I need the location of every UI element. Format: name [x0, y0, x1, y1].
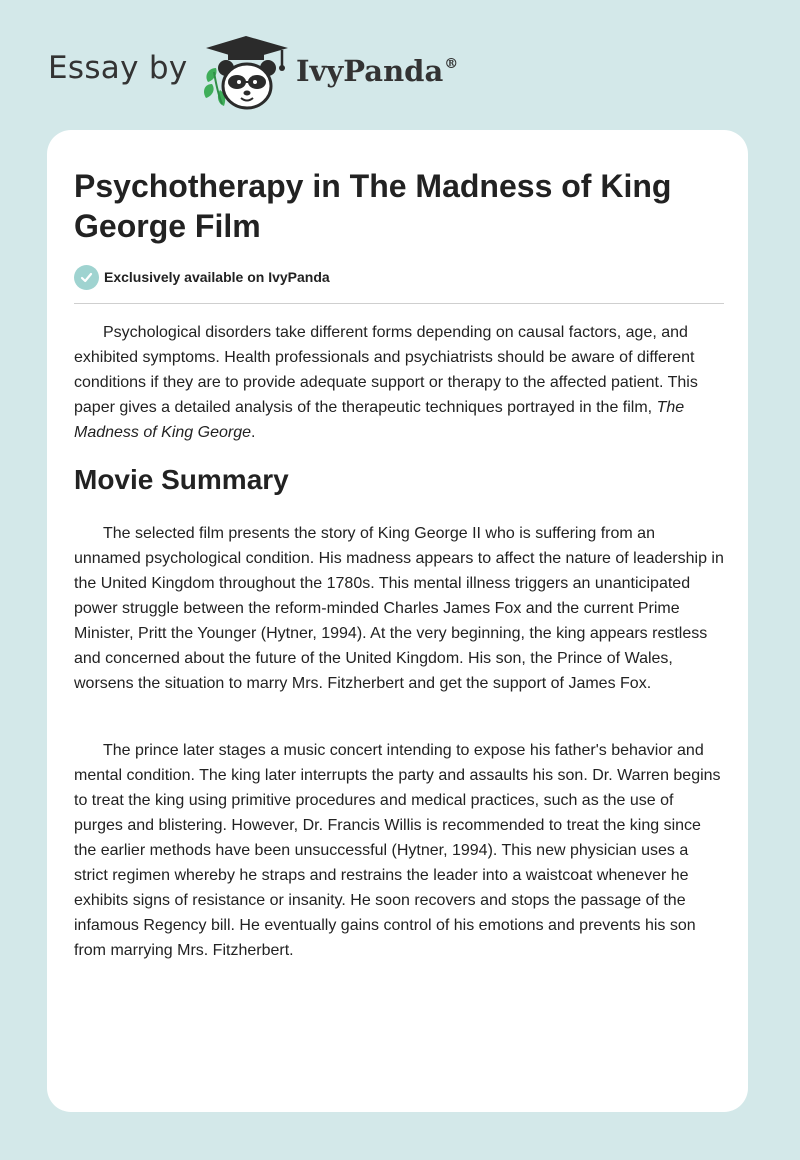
- intro-paragraph: [74, 320, 724, 445]
- essay-by-label: Essay by: [48, 50, 188, 86]
- intro-end: .: [251, 424, 256, 441]
- summary-paragraph-2: The prince later stages a music concert intending to expose his father's behavior and mental condition. The king later interrupts the party and assaults his son. Dr. Warren begins to treat the king using primitive procedures and medical practices, such as the use of purges and blistering. However, Dr. Francis Willis is recommended to treat the king since the earlier methods have been unsuccessful (Hytner, 1994). This new physician uses a strict regimen whereby he straps and restrains the leader into a waistcoat whenever he exhibits signs of resistance or insanity. He soon recovers and stops the passage of the infamous Regency bill. He eventually gains control of his emotions and prevents his son from marrying Mrs. Fitzherbert.: [74, 742, 721, 959]
- exclusive-badge-label: Exclusively available on IvyPanda: [104, 269, 330, 285]
- registered-mark: ®: [444, 56, 459, 72]
- section-heading-movie-summary: Movie Summary: [74, 464, 289, 495]
- site-header: [0, 0, 800, 128]
- film-title-italic: The Madness of King George: [74, 399, 685, 441]
- intro-text: Psychological disorders take different forms depending on causal factors, age, and exhibited symptoms. Health professionals and psychiatrists should be aware of different conditions if they are to provide adequate support or therapy to the affected patient. This paper gives a detailed analysis of the therapeutic techniques portrayed in the film,: [74, 324, 698, 416]
- summary-paragraph-1: The selected film presents the story of King George II who is suffering from an unnamed psychological condition. His madness appears to affect the nature of leadership in the United Kingdom throughout the 1780s. This mental illness triggers an unanticipated power struggle between the reform-minded Charles James Fox and the current Prime Minister, Pritt the Younger (Hytner, 1994). At the very beginning, the king appears restless and concerned about the future of the United Kingdom. His son, the Prince of Wales, worsens the situation to marry Mrs. Fitzherbert and get the support of James Fox.: [74, 525, 724, 692]
- brand-text: IvyPanda: [296, 54, 444, 88]
- check-icon: [74, 265, 99, 290]
- essay-card: [47, 130, 748, 1112]
- essay-title: Psychotherapy in The Madness of King George Film: [74, 168, 672, 244]
- title-divider: [74, 303, 724, 304]
- exclusive-badge: [74, 264, 330, 290]
- brand-name[interactable]: [296, 54, 458, 88]
- panda-logo-icon[interactable]: [198, 32, 296, 112]
